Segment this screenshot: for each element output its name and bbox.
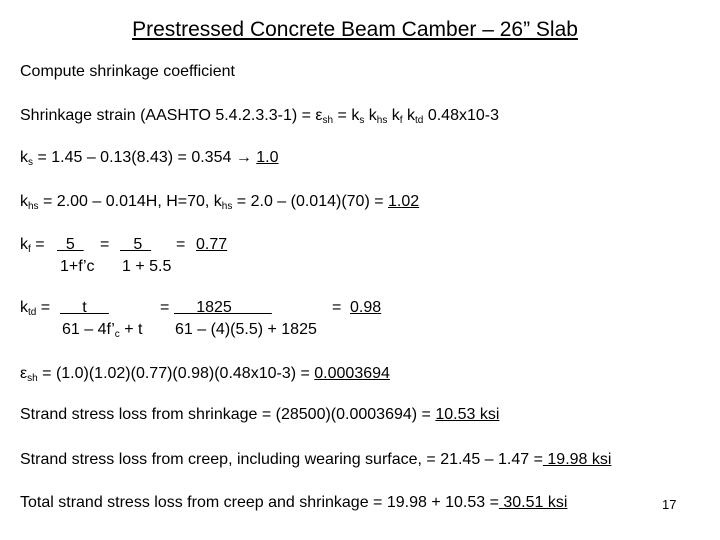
strain-k3: k bbox=[387, 107, 400, 124]
kf-sub: f bbox=[28, 244, 31, 255]
page-title: Prestressed Concrete Beam Camber – 26” Slab bbox=[132, 18, 578, 41]
slide-number: 17 bbox=[662, 497, 677, 512]
strain-prefix: Shrinkage strain (AASHTO 5.4.2.3.3-1) = ε bbox=[20, 107, 323, 124]
ks-sub: s bbox=[28, 157, 33, 168]
shrinkage-loss-line bbox=[20, 405, 499, 425]
ktd-k: k bbox=[20, 299, 28, 316]
esh-result: 0.0003694 bbox=[314, 365, 390, 382]
strain-sub-hs: hs bbox=[376, 115, 388, 126]
ktd-eq3: = bbox=[332, 299, 346, 316]
kf-numerator-2: 5 bbox=[120, 236, 152, 253]
ks-result: 1.0 bbox=[256, 149, 279, 166]
creep-loss-line bbox=[20, 450, 611, 470]
ktd-numerator-2: 1825 bbox=[174, 299, 272, 316]
shrinkage-loss-text: Strand stress loss from shrinkage = (28500)(0.0003694) = bbox=[20, 406, 436, 423]
ktd-sub: td bbox=[28, 307, 37, 318]
strain-sub-f: f bbox=[399, 115, 403, 126]
ktd-label bbox=[20, 298, 50, 318]
ktd-eq2: = bbox=[160, 299, 170, 316]
khs-expr: = 2.00 – 0.014H, H=70, k bbox=[38, 193, 222, 210]
creep-loss-text: Strand stress loss from creep, including wearing surface, = 21.45 – 1.47 = bbox=[20, 451, 543, 468]
strain-sub-s: s bbox=[359, 115, 365, 126]
kf-eq2: = bbox=[100, 236, 110, 253]
khs-expr2: = 2.0 – (0.014)(70) = bbox=[232, 193, 389, 210]
ktd-eq: = bbox=[36, 299, 51, 316]
total-loss-line bbox=[20, 493, 567, 513]
kf-eq3: = bbox=[176, 236, 190, 253]
khs-result: 1.02 bbox=[388, 193, 420, 210]
khs-sub: hs bbox=[28, 201, 39, 212]
ks-k: k bbox=[20, 149, 28, 166]
kf-numerator-1: 5 bbox=[57, 236, 84, 253]
ktd-denominator-2: 61 – (4)(5.5) + 1825 bbox=[175, 321, 317, 338]
strain-sub-td: td bbox=[415, 115, 424, 126]
strain-sub-sh: sh bbox=[322, 115, 334, 126]
total-loss-result: 30.51 ksi bbox=[498, 494, 568, 511]
shrinkage-strain-equation bbox=[20, 106, 499, 126]
kf-denominator-1: 1+f’c bbox=[60, 258, 95, 275]
shrinkage-loss-result: 10.53 ksi bbox=[435, 406, 500, 423]
ktd-den1-sub: c bbox=[114, 329, 120, 340]
creep-loss-result: 19.98 ksi bbox=[542, 451, 612, 468]
strain-k4: k bbox=[402, 107, 416, 124]
kf-denominator-2: 1 + 5.5 bbox=[122, 258, 172, 275]
ktd-den1-a: 61 – 4f’ bbox=[62, 321, 115, 338]
kf-eq: = bbox=[30, 236, 45, 253]
strain-eq: = k bbox=[333, 107, 360, 124]
khs-k: k bbox=[20, 193, 28, 210]
ktd-result: 0.98 bbox=[350, 299, 382, 316]
esh-sub: sh bbox=[27, 373, 38, 384]
ks-expr: = 1.45 – 0.13(8.43) = 0.354 → bbox=[33, 149, 257, 166]
esh-e: ε bbox=[20, 365, 28, 382]
ktd-numerator-1: t bbox=[60, 299, 109, 316]
khs-sub2: hs bbox=[221, 201, 233, 212]
esh-expr: = (1.0)(1.02)(0.77)(0.98)(0.48x10-3) = bbox=[37, 365, 315, 382]
strain-tail: 0.48x10-3 bbox=[423, 107, 499, 124]
ks-equation bbox=[20, 148, 279, 168]
subtitle: Compute shrinkage coefficient bbox=[20, 63, 235, 80]
kf-label bbox=[20, 235, 45, 255]
kf-result: 0.77 bbox=[196, 236, 228, 253]
esh-equation bbox=[20, 364, 390, 384]
strain-k2: k bbox=[364, 107, 377, 124]
ktd-den1-b: + t bbox=[119, 321, 143, 338]
ktd-denominator-1 bbox=[62, 320, 142, 340]
total-loss-text: Total strand stress loss from creep and shrinkage = 19.98 + 10.53 = bbox=[20, 494, 499, 511]
kf-k: k bbox=[20, 236, 28, 253]
khs-equation bbox=[20, 192, 419, 212]
